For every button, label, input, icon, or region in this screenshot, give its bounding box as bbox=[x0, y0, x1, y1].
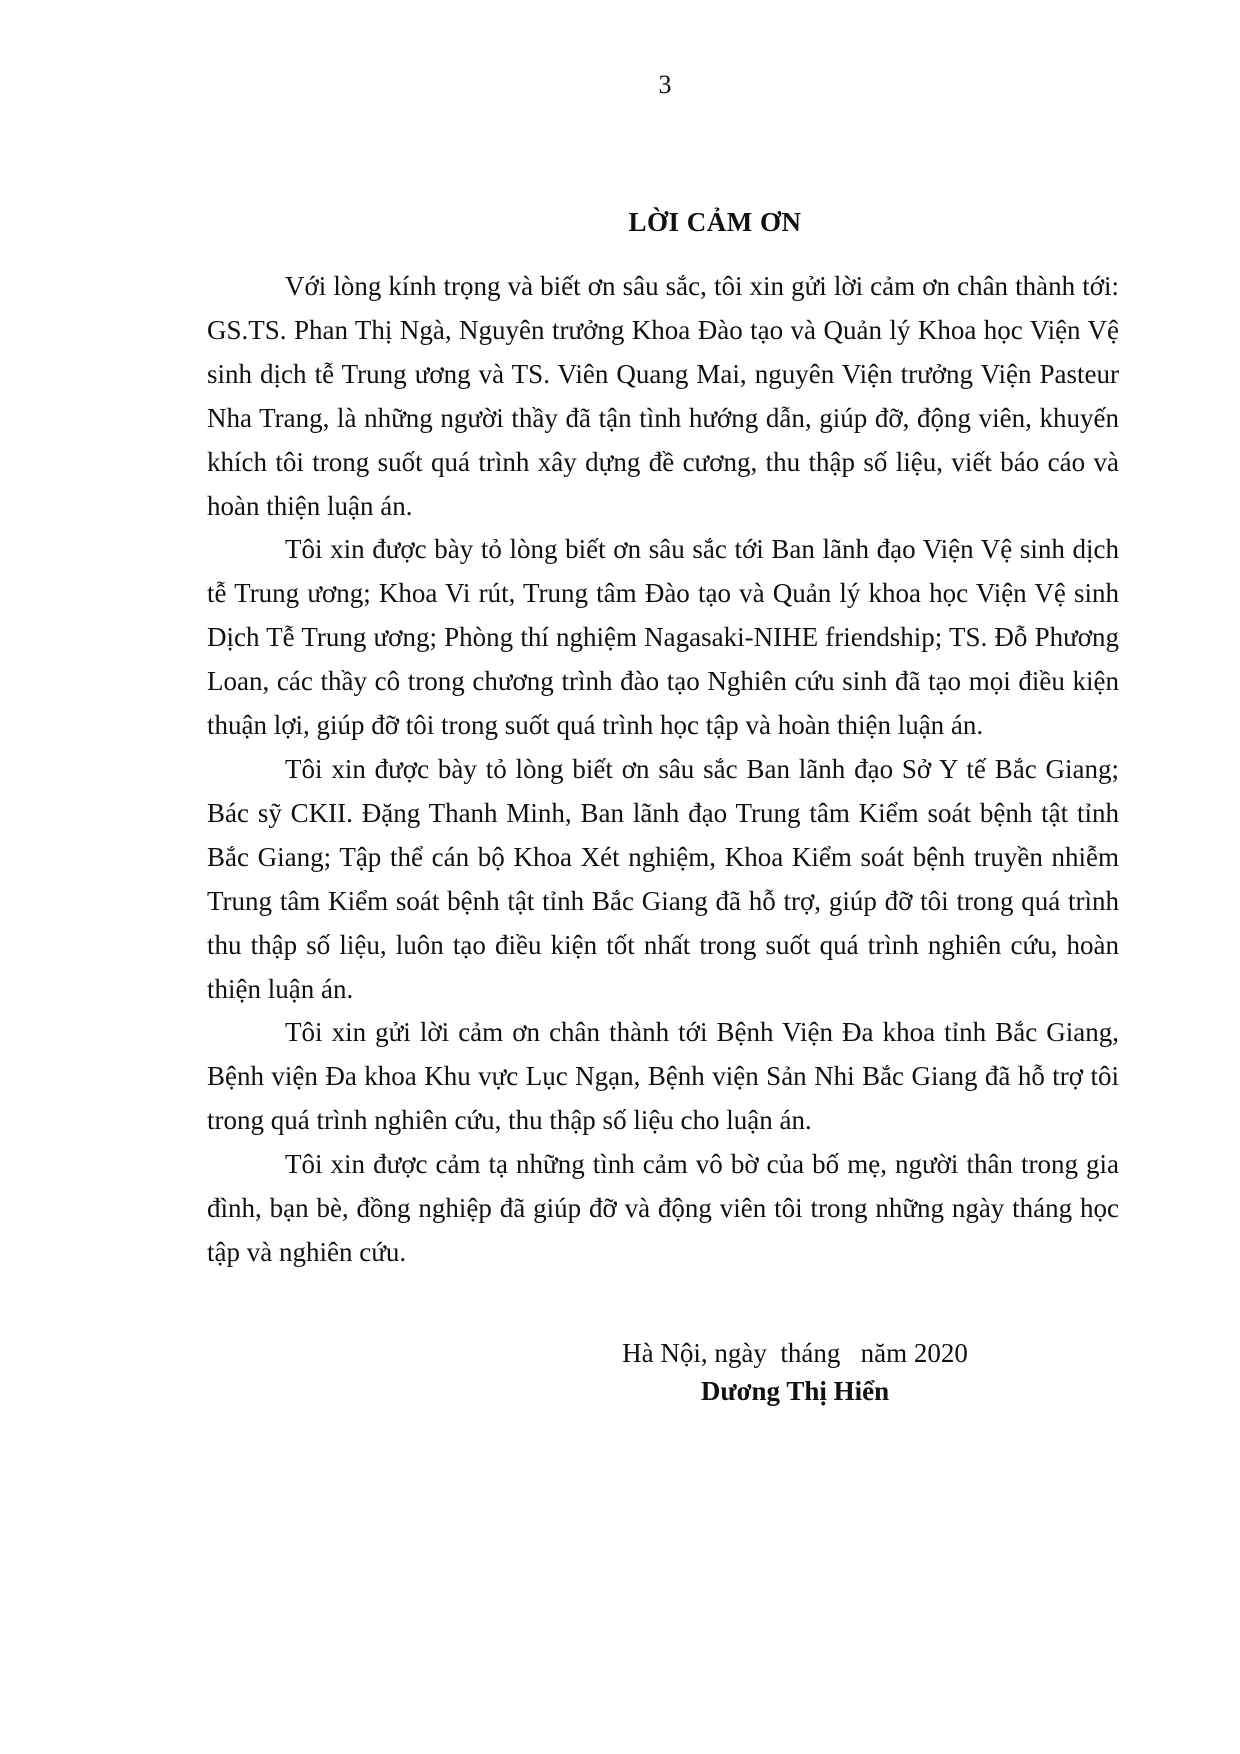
paragraph-5: Tôi xin được cảm tạ những tình cảm vô bờ của bố mẹ, người thân trong gia đình, bạn bè, đồng nghiệp đã giúp đỡ và động viên tôi trong những ngày tháng học tập và nghiên cứu. bbox=[207, 1149, 1119, 1267]
signature-date: Hà Nội, ngày tháng năm 2020 bbox=[622, 1338, 968, 1368]
acknowledgement-body bbox=[207, 265, 1119, 1275]
page-number: 3 bbox=[658, 70, 672, 99]
paragraph-1: Với lòng kính trọng và biết ơn sâu sắc, tôi xin gửi lời cảm ơn chân thành tới: GS.TS. Phan Thị Ngà, Nguyên trưởng Khoa Đào tạo và Quản lý Khoa học Viện Vệ sinh dịch tễ Trung ương và TS. Viên Quang Mai, nguyên Viện trưởng Viện Pasteur Nha Trang, là những người thầy đã tận tình hướng dẫn, giúp đỡ, động viên, khuyến khích tôi trong suốt quá trình xây dựng đề cương, thu thập số liệu, viết báo cáo và hoàn thiện luận án. bbox=[207, 271, 1119, 521]
paragraph-2: Tôi xin được bày tỏ lòng biết ơn sâu sắc tới Ban lãnh đạo Viện Vệ sinh dịch tễ Trung ương; Khoa Vi rút, Trung tâm Đào tạo và Quản lý khoa học Viện Vệ sinh Dịch Tễ Trung ương; Phòng thí nghiệm Nagasaki-NIHE friendship; TS. Đỗ Phương Loan, các thầy cô trong chương trình đào tạo Nghiên cứu sinh đã tạo mọi điều kiện thuận lợi, giúp đỡ tôi trong suốt quá trình học tập và hoàn thiện luận án. bbox=[207, 534, 1119, 741]
paragraph-4: Tôi xin gửi lời cảm ơn chân thành tới Bệnh Viện Đa khoa tỉnh Bắc Giang, Bệnh viện Đa khoa Khu vực Lục Ngạn, Bệnh viện Sản Nhi Bắc Giang đã hỗ trợ tôi trong quá trình nghiên cứu, thu thập số liệu cho luận án. bbox=[207, 1017, 1119, 1136]
signature-block bbox=[585, 1334, 1005, 1410]
paragraph-3: Tôi xin được bày tỏ lòng biết ơn sâu sắc Ban lãnh đạo Sở Y tế Bắc Giang; Bác sỹ CKII. Đặng Thanh Minh, Ban lãnh đạo Trung tâm Kiểm soát bệnh tật tỉnh Bắc Giang; Tập thể cán bộ Khoa Xét nghiệm, Khoa Kiểm soát bệnh truyền nhiễm Trung tâm Kiểm soát bệnh tật tỉnh Bắc Giang đã hỗ trợ, giúp đỡ tôi trong quá trình thu thập số liệu, luôn tạo điều kiện tốt nhất trong suốt quá trình nghiên cứu, hoàn thiện luận án. bbox=[207, 753, 1119, 1004]
page-title: LỜI CẢM ƠN bbox=[628, 207, 802, 237]
signature-author: Dương Thị Hiển bbox=[700, 1376, 890, 1406]
